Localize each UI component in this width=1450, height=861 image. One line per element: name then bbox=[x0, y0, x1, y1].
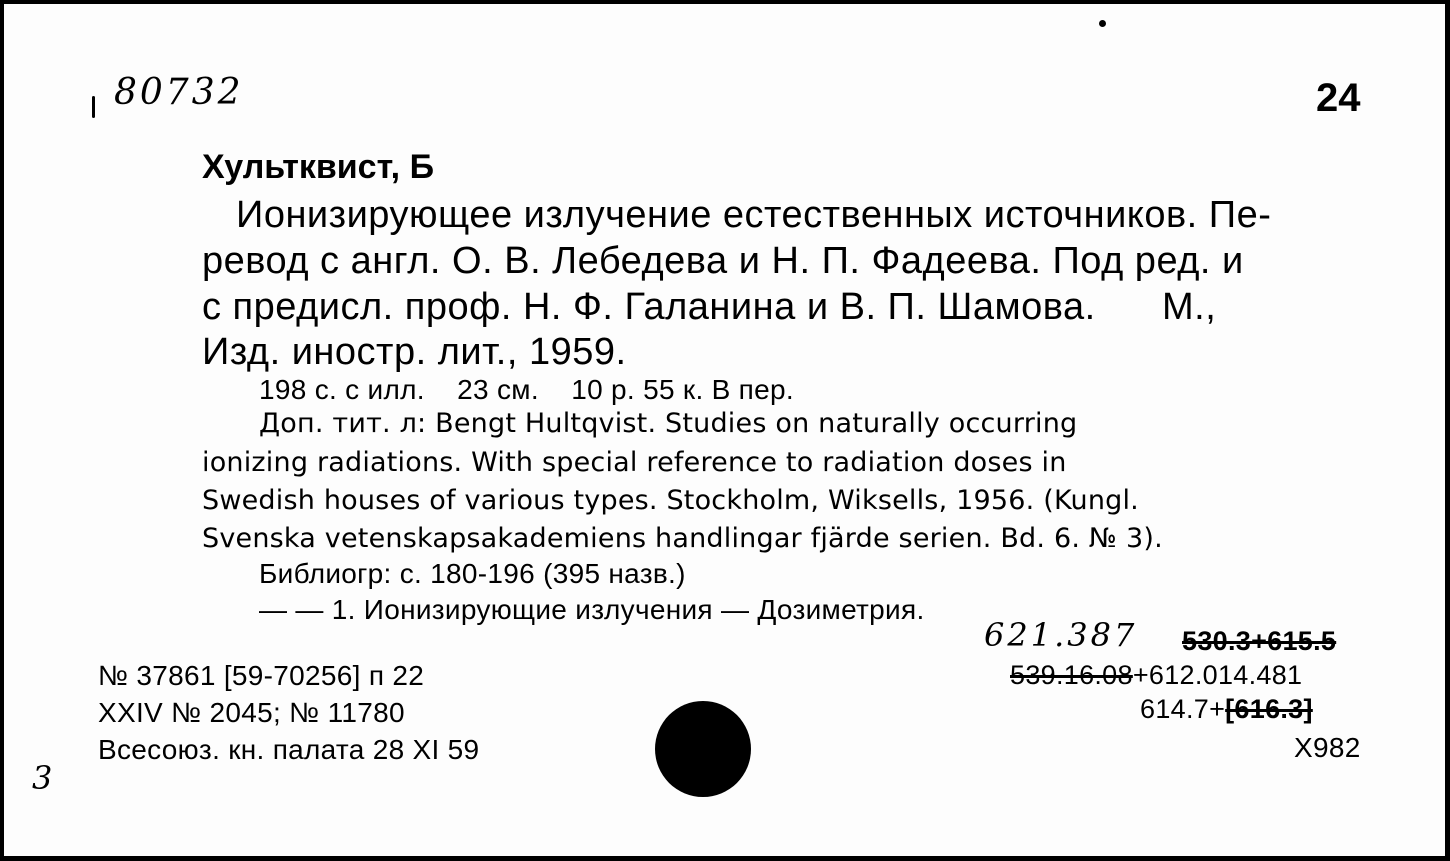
class-number-row-2 bbox=[1010, 660, 1302, 691]
page-number: 24 bbox=[1316, 76, 1361, 120]
title-line-2: ревод с англ. О. В. Лебедева и Н. П. Фадеева. Под ред. и bbox=[202, 240, 1244, 282]
class-number-2: +612.014.481 bbox=[1132, 660, 1303, 690]
punch-hole bbox=[655, 701, 751, 797]
title-line-1: Ионизирующее излучение естественных источников. Пе- bbox=[236, 194, 1272, 236]
footer-line-1: № 37861 [59-70256] п 22 bbox=[98, 660, 425, 691]
physical-description: 198 с. с илл. 23 см. 10 р. 55 к. В пер. bbox=[259, 374, 794, 405]
class-number-4: X982 bbox=[1294, 732, 1361, 763]
ink-mark bbox=[92, 96, 95, 118]
handwritten-class-number: 621.387 bbox=[984, 616, 1138, 654]
footer-line-3: Всесоюз. кн. палата 28 XI 59 bbox=[98, 734, 480, 765]
handwritten-corner-mark: 3 bbox=[32, 759, 56, 797]
original-title-line-4: Svenska vetenskapsakademiens handlingar fjärde serien. Bd. 6. № 3). bbox=[202, 523, 1163, 554]
bibliography-note: Библиогр: с. 180-196 (395 назв.) bbox=[259, 558, 686, 589]
author-heading: Хультквист, Б bbox=[202, 148, 435, 186]
class-number-3: 614.7+ bbox=[1140, 694, 1226, 724]
footer-line-2: XXIV № 2045; № 11780 bbox=[98, 697, 405, 728]
original-title-line-3: Swedish houses of various types. Stockholm, Wiksells, 1956. (Kungl. bbox=[202, 485, 1139, 516]
class-number-struck-1: 530.3+615.5 bbox=[1182, 626, 1337, 656]
class-number-struck-3: [616.3] bbox=[1225, 694, 1313, 724]
class-number-row-3 bbox=[1140, 694, 1313, 725]
original-title-line-1: Доп. тит. л: Bengt Hultqvist. Studies on naturally occurring bbox=[259, 408, 1078, 439]
class-number-struck-2: 539.16.08 bbox=[1010, 660, 1133, 690]
title-line-4: Изд. иностр. лит., 1959. bbox=[202, 331, 627, 373]
handwritten-accession-number: 80732 bbox=[114, 72, 244, 113]
ink-speck bbox=[1099, 20, 1106, 27]
original-title-line-2: ionizing radiations. With special reference to radiation doses in bbox=[202, 447, 1067, 478]
subject-heading: — — 1. Ионизирующие излучения — Дозиметрия. bbox=[259, 594, 925, 625]
title-line-3: с предисл. проф. Н. Ф. Галанина и В. П. Шамова. М., bbox=[202, 286, 1217, 328]
